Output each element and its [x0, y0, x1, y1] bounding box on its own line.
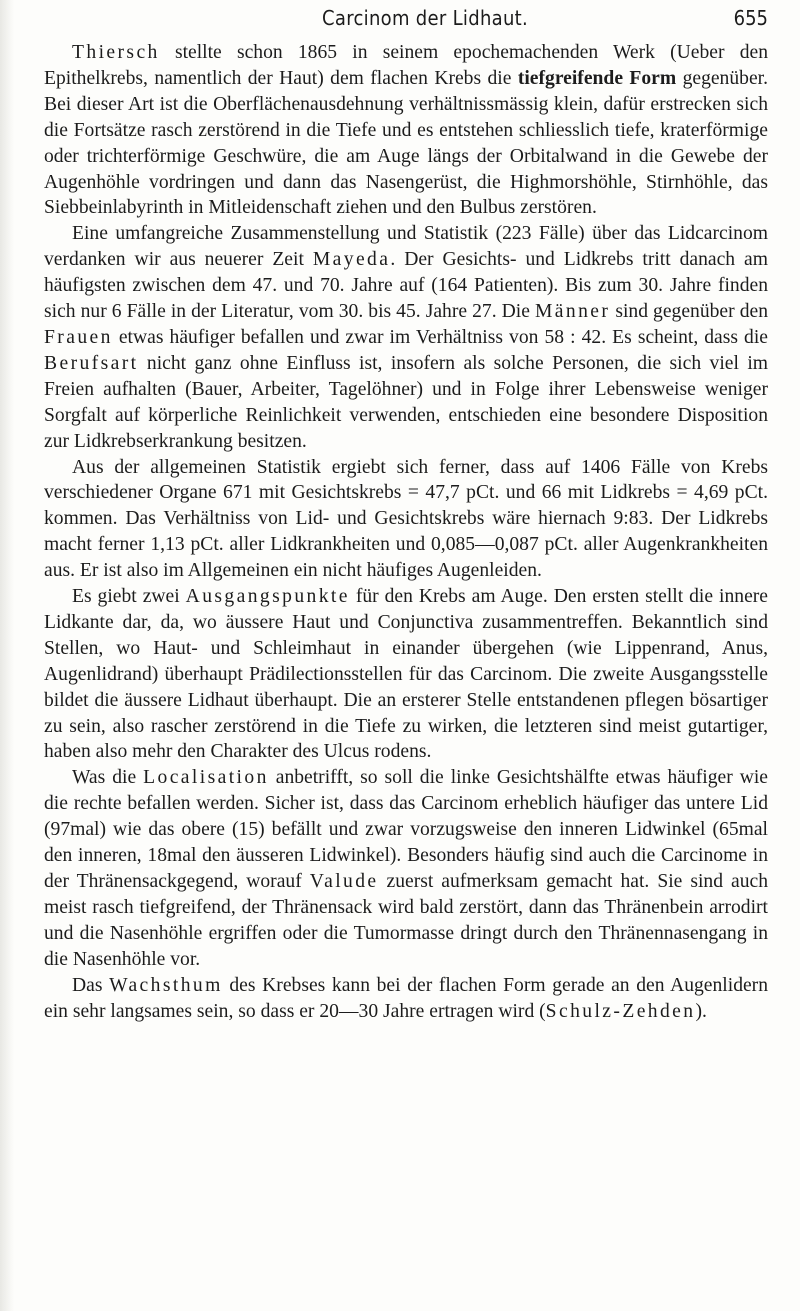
- text-run: Es giebt zwei: [72, 586, 186, 608]
- page-gutter-shadow: [0, 0, 14, 1311]
- running-header: [0, 6, 768, 36]
- spaced-emphasis: Frauen: [44, 326, 113, 348]
- spaced-emphasis: Localisation: [143, 767, 269, 789]
- text-run: anbetrifft, so soll die linke Gesichtshälfte etwas häufiger wie die rechte befallen werden. Sicher ist, dass das Carcinom erheblich häufiger das untere Lid (97mal) wie das obere (15) befällt und zwar vorzugsweise den inneren Lidwinkel (65mal den inneren, 18mal den äusseren Lidwinkel). Besonders häufig sind auch die Carcinome in der Thränensackgegend, worauf: [44, 767, 768, 892]
- paragraph: [44, 221, 768, 454]
- paragraph: [44, 40, 768, 221]
- text-run: des Krebses kann bei der flachen Form gerade an den Augenlidern ein sehr langsames sein, so dass er 20—30 Jahre ertragen wird (: [44, 974, 769, 1022]
- text-run: Eine umfangreiche Zusammenstellung und Statistik (223 Fälle) über das Lidcarcinom verdanken wir aus neuerer Zeit: [44, 223, 768, 271]
- text-run: sind gegenüber den: [610, 301, 768, 323]
- text-run: ).: [695, 1000, 707, 1022]
- paragraph: [44, 584, 768, 765]
- spaced-emphasis: Schulz-Zehden: [545, 1000, 696, 1022]
- text-run: Aus der allgemeinen Statistik ergiebt sich ferner, dass auf 1406 Fälle von Krebs verschiedener Organe 671 mit Gesichtskrebs = 47,7 pCt. und 66 mit Lidkrebs = 4,69 pCt. kommen. Das Verhältniss von Lid- und Gesichtskrebs wäre hiernach 9:83. Der Lidkrebs macht ferner 1,13 pCt. aller Lidkrankheiten und 0,085—0,087 pCt. aller Augenkrankheiten aus. Er ist also im Allgemeinen ein nicht häufiges Augenleiden.: [44, 456, 768, 582]
- text-run: . Der Gesichts- und Lidkrebs tritt danach am häufigsten zwischen dem 47. und 70. Jahre auf (164 Patienten). Bis zum 30. Jahre finden sich nur 6 Fälle in der Literatur, vom 30. bis 45. Jahre 27. Die: [44, 249, 768, 323]
- text-run: stellte schon 1865 in seinem epochemachenden Werk (Ueber den Epithelkrebs, namentlich der Haut) dem flachen Krebs die: [44, 42, 768, 89]
- text-run: zuerst aufmerksam gemacht hat. Sie sind auch meist rasch tiefgreifend, der Thränensack wird bald zerstört, dann das Thränenbein arrodirt und die Nasenhöhle ergriffen oder die Tumormasse dringt durch den Thränennasengang in die Nasenhöhle vor.: [44, 871, 769, 970]
- spaced-emphasis: Ausgangspunkte: [185, 586, 350, 608]
- spaced-emphasis: Valude: [309, 871, 379, 892]
- page-number: 655: [733, 6, 768, 30]
- spaced-emphasis: Mayeda: [312, 249, 391, 271]
- text-run: gegenüber. Bei dieser Art ist die Oberflächenausdehnung verhältnissmässig klein, dafür erstrecken sich die Fortsätze rasch zerstörend in die Tiefe und es entstehen schliesslich tiefe, kraterförmige oder trichterförmige Geschwüre, die am Auge längs der Orbitalwand in die Gewebe der Augenhöhle vordringen und dann das Nasengerüst, die Highmorshöhle, Stirnhöhle, das Siebbeinlabyrinth in Mitleidenschaft ziehen und den Bulbus zerstören.: [44, 67, 768, 219]
- spaced-emphasis: Berufsart: [44, 352, 139, 374]
- text-run: etwas häufiger befallen und zwar im Verhältniss von 58 : 42. Es scheint, dass die: [112, 326, 768, 348]
- paragraph: [44, 973, 768, 1025]
- text-run: nicht ganz ohne Einfluss ist, insofern als solche Personen, die sich viel im Freien aufhalten (Bauer, Arbeiter, Tagelöhner) und in Folge ihrer Lebensweise weniger Sorgfalt auf körperliche Reinlichkeit verwenden, entschieden eine besondere Disposition zur Lidkrebserkrankung besitzen.: [44, 352, 768, 452]
- spaced-emphasis: Thiersch: [72, 42, 160, 63]
- paragraph: [44, 455, 768, 585]
- running-title: Carcinom der Lidhaut.: [322, 6, 529, 30]
- text-run: Was die: [72, 767, 144, 789]
- text-run: für den Krebs am Auge. Den ersten stellt die innere Lidkante dar, da, wo äussere Haut und Conjunctiva zusammentreffen. Bekanntlich sind Stellen, wo Haut- und Schleimhaut in einander übergehen (wie Lippenrand, Anus, Augenlidrand) überhaupt Prädilectionsstellen für das Carcinom. Die zweite Ausgangsstelle bildet die äussere Lidhaut überhaupt. Die an ersterer Stelle entstandenen pflegen bösartiger zu sein, also rascher zerstörend in die Tiefe zu wirken, die letzteren sind meist gutartiger, haben also mehr den Charakter des Ulcus rodens.: [44, 586, 768, 763]
- spaced-emphasis: Männer: [534, 301, 611, 323]
- bold-emphasis: tiefgreifende Form: [517, 67, 677, 89]
- body-text: [44, 40, 768, 1024]
- paragraph: [44, 765, 768, 972]
- spaced-emphasis: Wachsthum: [109, 974, 223, 996]
- text-run: Das: [72, 974, 110, 996]
